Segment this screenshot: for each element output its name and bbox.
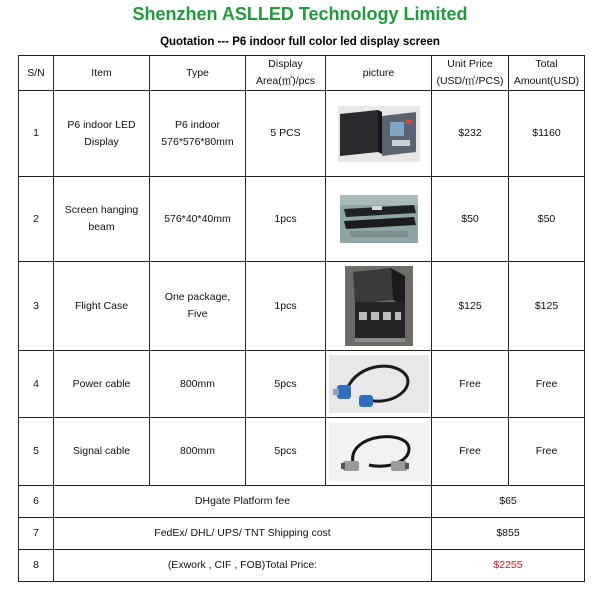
header-unit-price: Unit Price (USD/㎡/PCS) [432, 56, 509, 91]
row-picture [326, 262, 432, 351]
header-row [19, 56, 585, 91]
row-picture [326, 351, 432, 418]
table-row [19, 177, 585, 262]
row-type: P6 indoor 576*576*80mm [150, 91, 246, 177]
row-picture [326, 177, 432, 262]
row-sn: 3 [19, 262, 54, 351]
summary-row [19, 550, 585, 582]
row-area: 5pcs [246, 418, 326, 486]
row-sn: 2 [19, 177, 54, 262]
company-name: Shenzhen ASLLED Technology Limited [132, 4, 468, 24]
row-total: $125 [509, 262, 585, 351]
row-area: 1pcs [246, 177, 326, 262]
total-price-value: $2255 [432, 550, 585, 582]
total-price-label: (Exwork , CIF , FOB)Total Price: [54, 550, 432, 582]
header-sn: S/N [19, 56, 54, 91]
row-item: Signal cable [54, 418, 150, 486]
row-unit-price: $50 [432, 177, 509, 262]
power-cable-photo [329, 355, 429, 413]
quotation-table [18, 55, 585, 582]
row-type: One package, Five [150, 262, 246, 351]
flight-case-photo [345, 266, 413, 346]
header-picture: picture [326, 56, 432, 91]
table-row [19, 91, 585, 177]
row-total: Free [509, 418, 585, 486]
row-sn: 4 [19, 351, 54, 418]
header-total: Total Amount(USD) [509, 56, 585, 91]
row-picture [326, 91, 432, 177]
shipping-cost-label: FedEx/ DHL/ UPS/ TNT Shipping cost [54, 518, 432, 550]
row-sn: 8 [19, 550, 54, 582]
table-row [19, 418, 585, 486]
shipping-cost-value: $855 [432, 518, 585, 550]
platform-fee-value: $65 [432, 486, 585, 518]
hanging-beam-photo [340, 195, 418, 243]
row-sn: 5 [19, 418, 54, 486]
table-row [19, 262, 585, 351]
row-item: Power cable [54, 351, 150, 418]
row-unit-price: $232 [432, 91, 509, 177]
row-unit-price: $125 [432, 262, 509, 351]
row-total: Free [509, 351, 585, 418]
header-type: Type [150, 56, 246, 91]
row-picture [326, 418, 432, 486]
row-type: 800mm [150, 418, 246, 486]
header-item: Item [54, 56, 150, 91]
row-unit-price: Free [432, 418, 509, 486]
row-type: 800mm [150, 351, 246, 418]
table-row [19, 351, 585, 418]
platform-fee-label: DHgate Platform fee [54, 486, 432, 518]
quotation-title: Quotation --- P6 indoor full color led display screen [160, 36, 440, 48]
row-item: Screen hanging beam [54, 177, 150, 262]
row-area: 5pcs [246, 351, 326, 418]
row-item: Flight Case [54, 262, 150, 351]
row-total: $50 [509, 177, 585, 262]
row-area: 1pcs [246, 262, 326, 351]
summary-row [19, 518, 585, 550]
row-sn: 1 [19, 91, 54, 177]
row-total: $1160 [509, 91, 585, 177]
header-display-area: Display Area(㎡)/pcs [246, 56, 326, 91]
row-sn: 7 [19, 518, 54, 550]
summary-row [19, 486, 585, 518]
signal-cable-photo [329, 423, 429, 481]
led-cabinet-photo [338, 106, 420, 162]
row-unit-price: Free [432, 351, 509, 418]
row-sn: 6 [19, 486, 54, 518]
row-type: 576*40*40mm [150, 177, 246, 262]
row-item: P6 indoor LED Display [54, 91, 150, 177]
row-area: 5 PCS [246, 91, 326, 177]
